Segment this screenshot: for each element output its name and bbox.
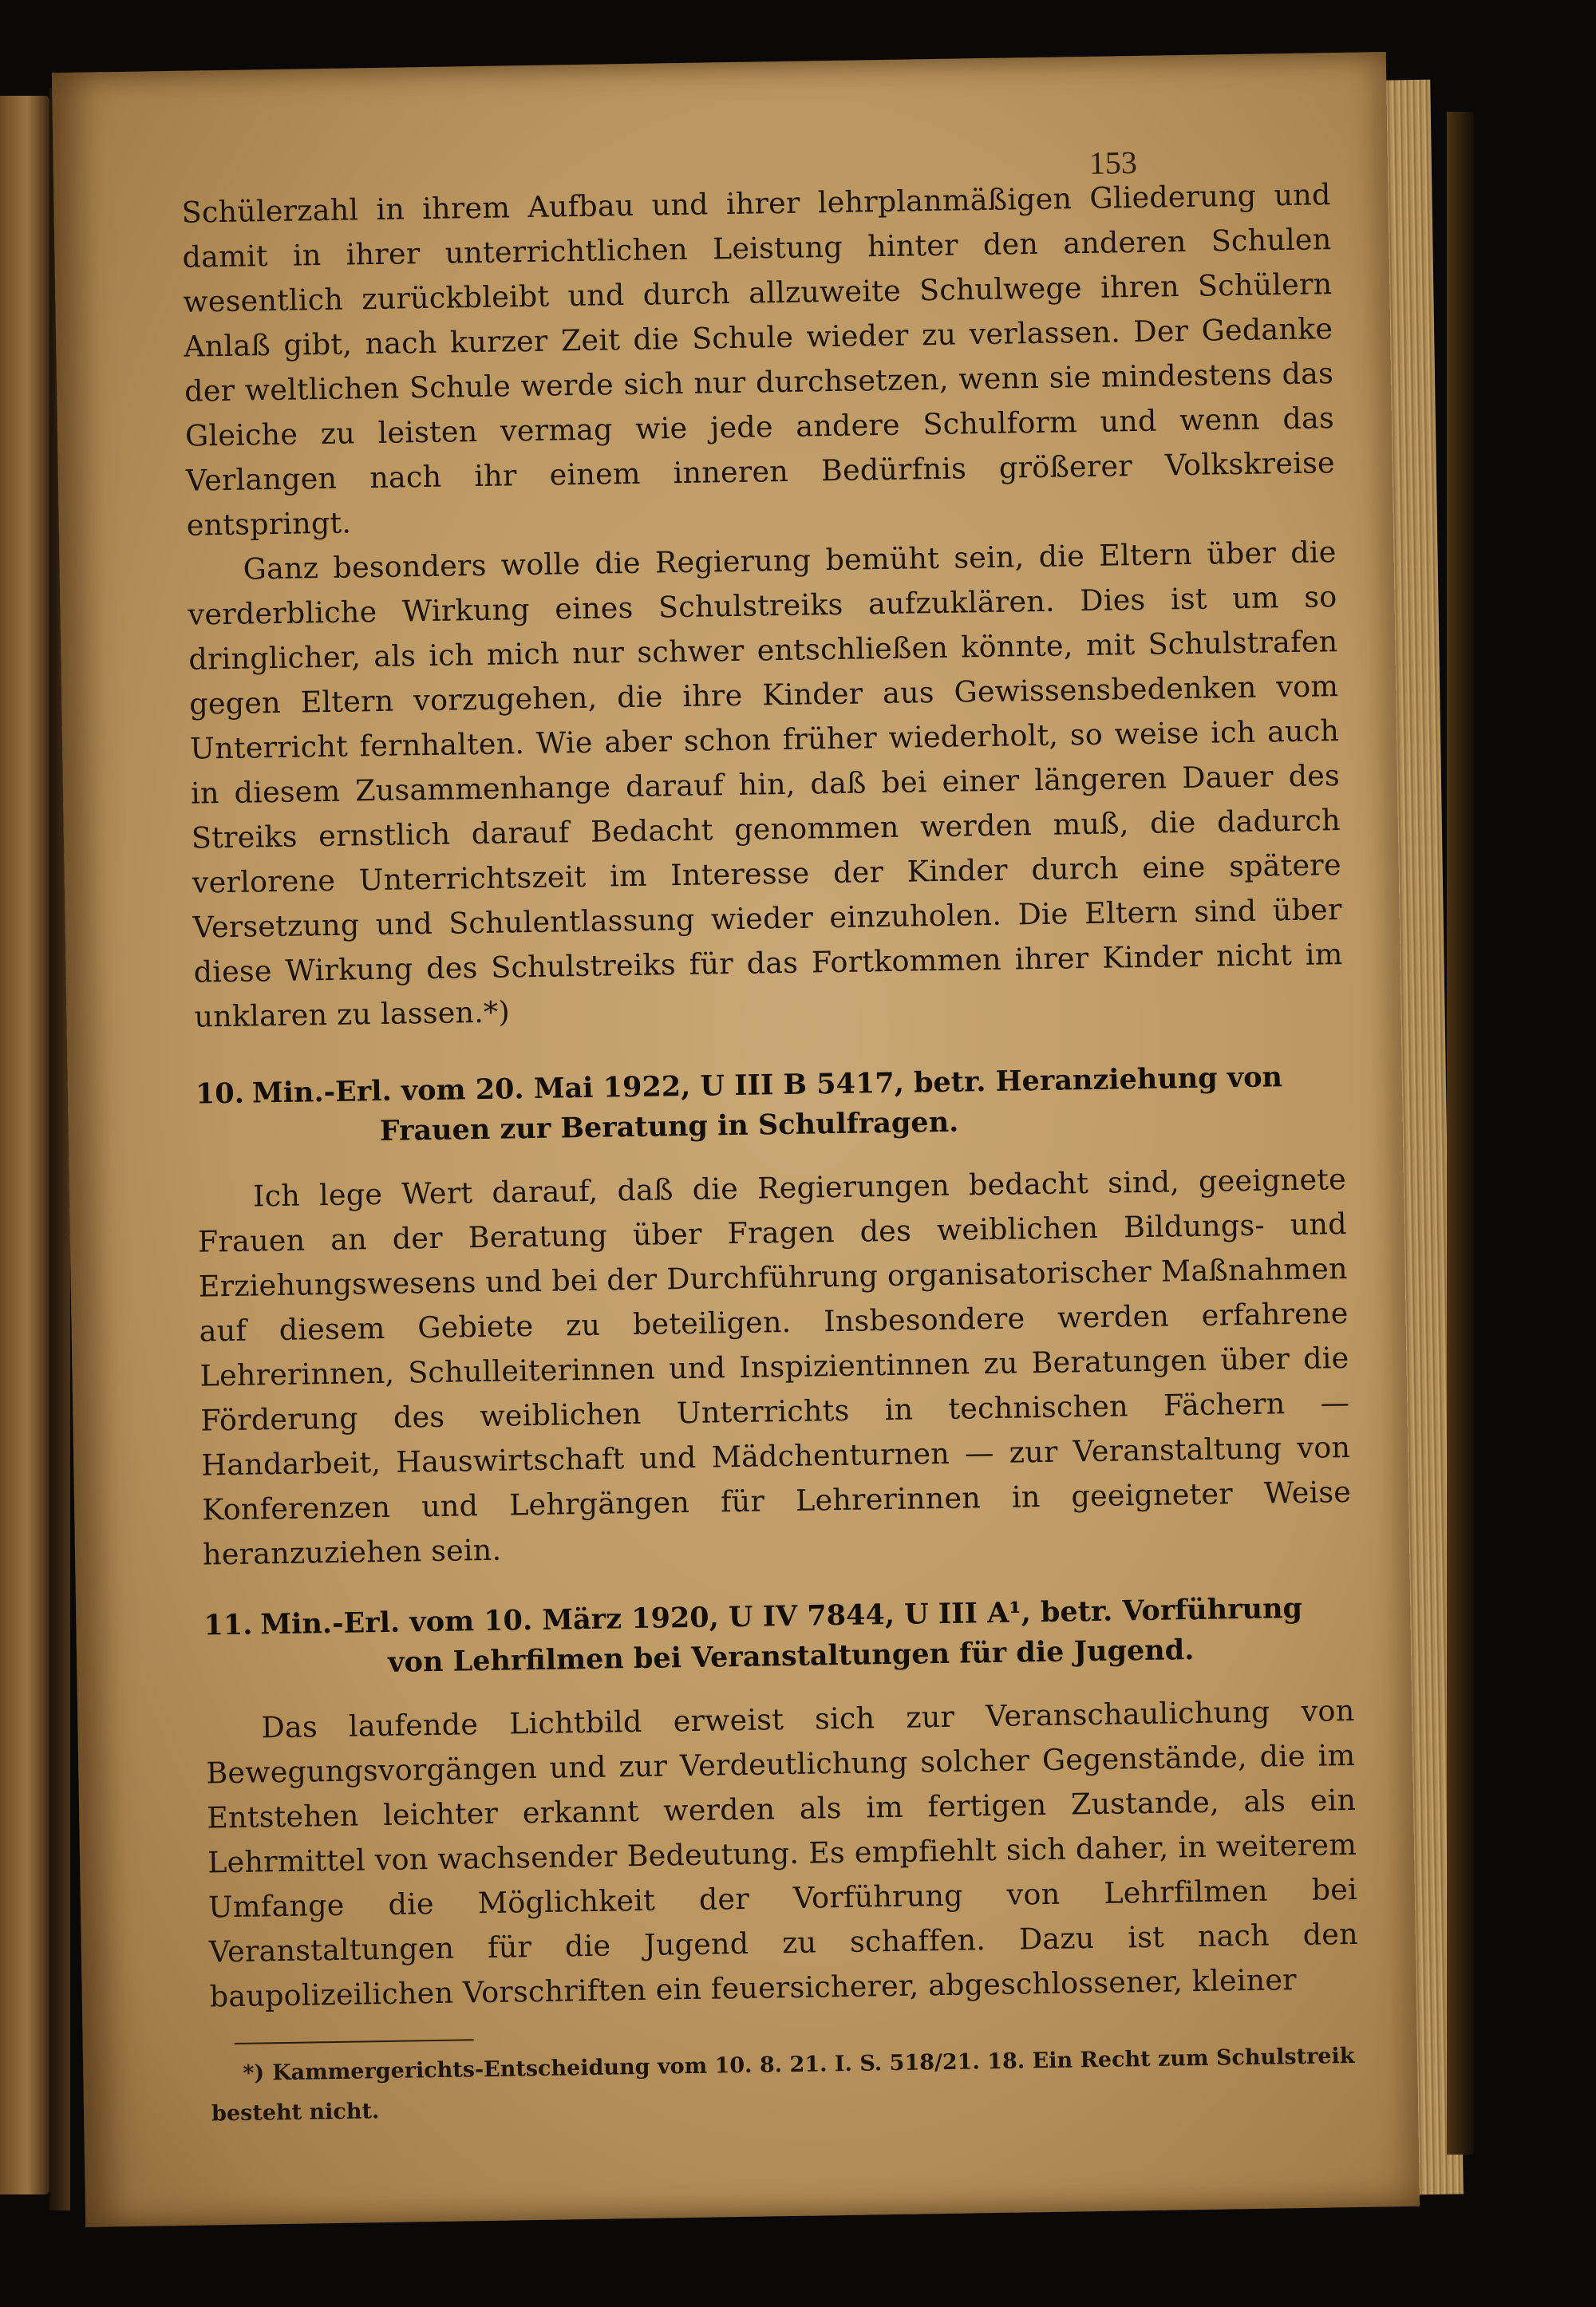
book-page (52, 52, 1420, 2227)
section-11-paragraph: Das laufende Lichtbild erweist sich zur Veranschaulichung von Bewegungsvorgängen und zur Verdeutlichung solcher Gegenstände, die im Entstehen leichter erkannt werden als im fertigen Zustande, als ein Lehrmittel von wachsender Bedeutung. Es empfiehlt sich daher, in weiterem Umfange die Möglichkeit der Vorführung von Lehrfilmen bei Veranstaltungen für die Jugend zu schaffen. Dazu ist nach den baupolizeilichen Vorschriften ein feuersicherer, abgeschlossener, kleiner (206, 1693, 1359, 2014)
section-10-paragraph: Ich lege Wert darauf, daß die Regierungen bedacht sind, geeignete Frauen an der Beratung über Fragen des weiblichen Bildungs- und Erziehungswesens und bei der Durchführung organisatorischer Maßnahmen auf diesem Gebiete zu beteiligen. Insbesondere werden erfahrene Lehrerinnen, Schulleiterinnen und Inspizientinnen zu Beratungen über die Förderung des weiblichen Unterrichts in technischen Fächern — Handarbeit, Hauswirtschaft und Mädchenturnen — zur Veranstaltung von Konferenzen und Lehrgängen für Lehrerinnen in geeigneter Weise heranzuziehen sein. (197, 1161, 1352, 1572)
page-edge-shadow (1447, 112, 1474, 2155)
paragraph-schulstreik: Ganz besonders wolle die Regierung bemüht sein, die Eltern über die verderbliche Wirkung eines Schulstreiks aufzuklären. Dies ist um so dringlicher, als ich mich nur schwer entschließen könnte, mit Schulstrafen gegen Eltern vorzugehen, die ihre Kinder aus Gewissensbedenken vom Unterricht fernhalten. Wie aber schon früher wiederholt, so weise ich auch in diesem Zusammenhange darauf hin, daß bei einer längeren Dauer des Streiks ernstlich darauf Bedacht genommen werden muß, die dadurch verlorene Unterrichtszeit im Interesse der Kinder durch eine spätere Versetzung und Schulentlassung wieder einzuholen. Die Eltern sind über diese Wirkung des Schulstreiks für das Fortkommen ihrer Kinder nicht im unklaren zu lassen.*) (188, 535, 1343, 1034)
page-content (181, 172, 1361, 2134)
section-10-number: 10. (195, 1076, 245, 1111)
section-10-title: Min.-Erl. vom 20. Mai 1922, U III B 5417, betr. Heranziehung von Frauen zur Beratung in Schulfragen. (251, 1061, 1283, 1148)
footnote-mark: *) (243, 2060, 265, 2086)
left-page-edge (0, 96, 49, 2194)
section-11-number: 11. (203, 1608, 253, 1642)
section-11-title: Min.-Erl. vom 10. März 1920, U IV 7844, U III A¹, betr. Vorführung von Lehrfilmen bei Veranstaltungen für die Jugend. (260, 1591, 1303, 1679)
page-number: 153 (1088, 144, 1138, 181)
footnote-text: Kammergerichts-Entscheidung vom 10. 8. 21. I. S. 518/21. 18. Ein Recht zum Schulstreik besteht nicht. (211, 2043, 1355, 2127)
footnote (211, 2036, 1361, 2135)
paragraph-continued: Schülerzahl in ihrem Aufbau und ihrer lehrplanmäßigen Gliederung und damit in ihrer unterrichtlichen Leistung hinter den anderen Schulen wesentlich zurückbleibt und durch allzuweite Schulwege ihren Schülern Anlaß gibt, nach kurzer Zeit die Schule wieder zu verlassen. Der Gedanke der weltlichen Schule werde sich nur durchsetzen, wenn sie mindestens das Gleiche zu leisten vermag wie jede andere Schulform und wenn das Verlangen nach ihr einem inneren Bedürfnis größerer Volkskreise entspringt. (181, 177, 1336, 543)
